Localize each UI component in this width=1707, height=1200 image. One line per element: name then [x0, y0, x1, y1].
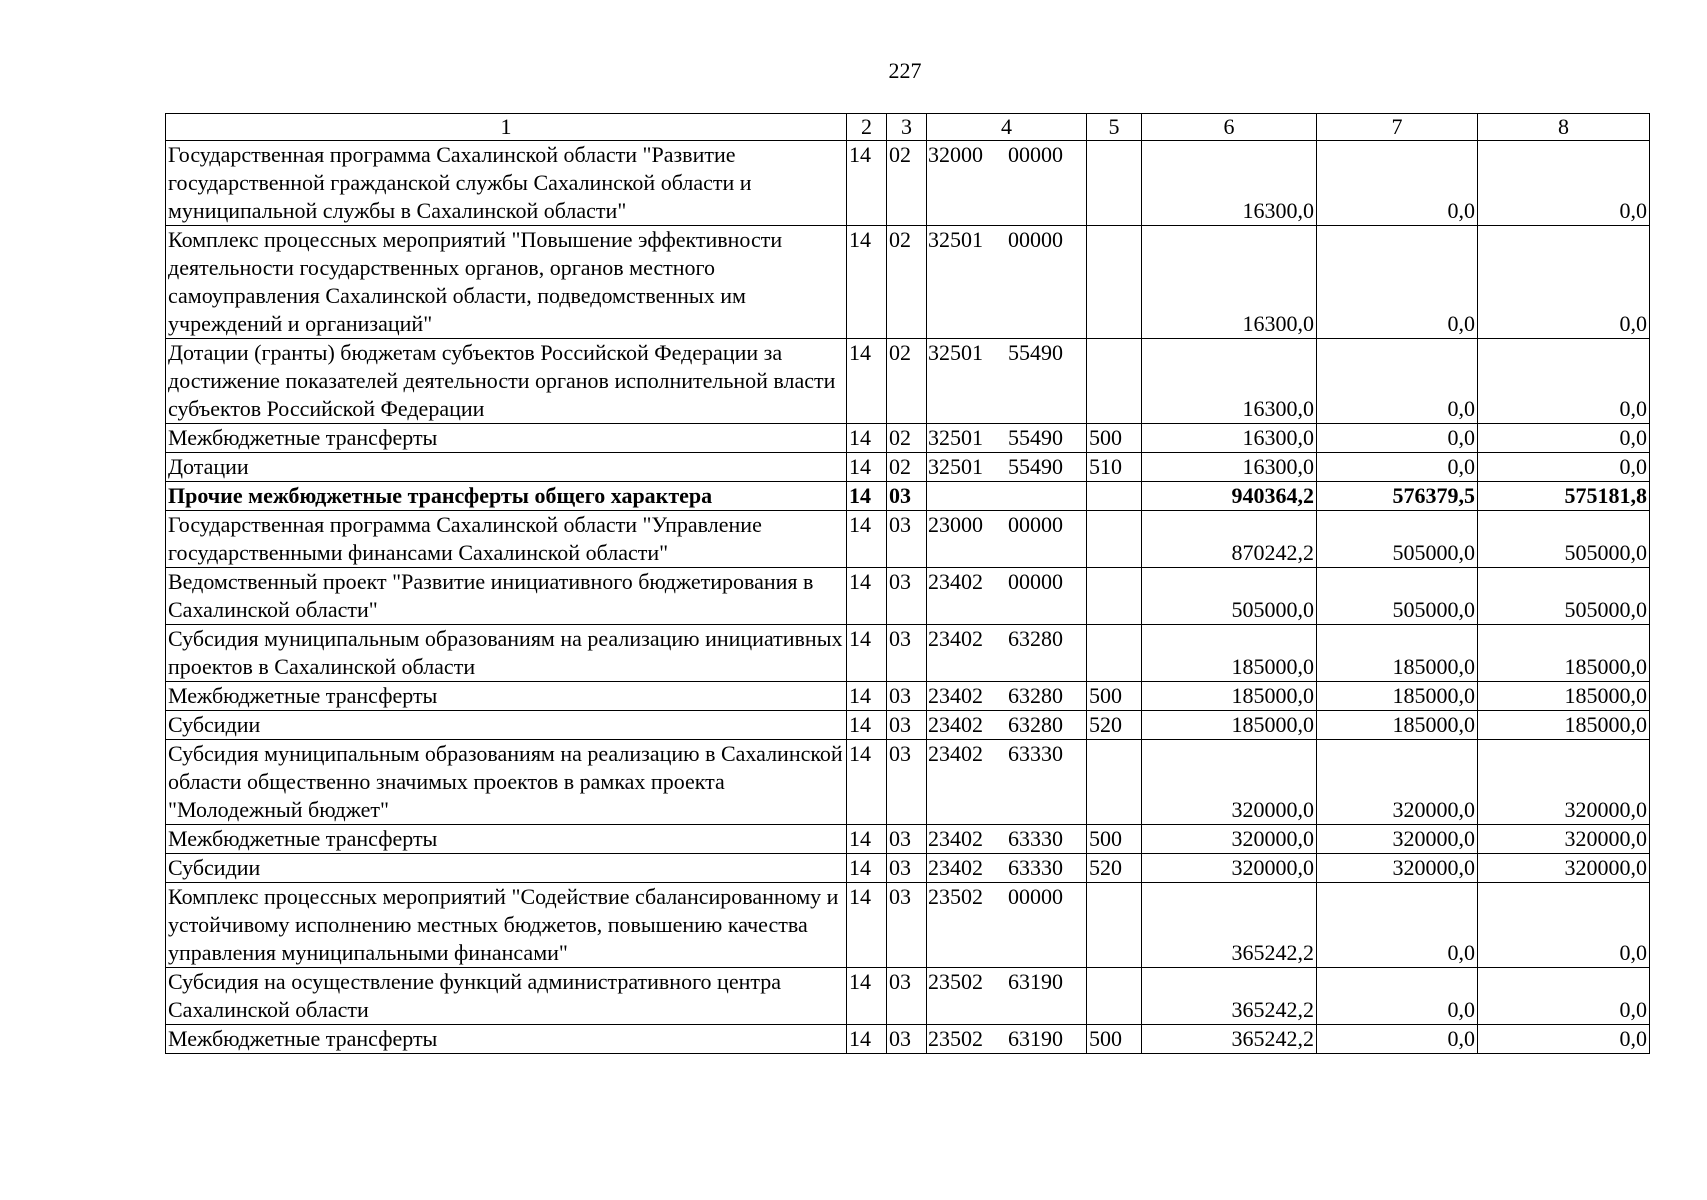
item-name-cell: Субсидии	[166, 711, 847, 740]
expense-type-cell	[1087, 968, 1142, 1025]
amount-year2-cell: 0,0	[1317, 424, 1478, 453]
target-article-direction: 63330	[1008, 826, 1063, 851]
target-article-cell	[927, 968, 1087, 1025]
code-subsection-cell: 03	[887, 511, 927, 568]
expense-type-cell	[1087, 740, 1142, 825]
code-subsection-cell: 03	[887, 568, 927, 625]
table-row	[166, 339, 1650, 424]
item-name-cell: Субсидия муниципальным образованиям на реализацию в Сахалинской области общественно значимых проектов в рамках проекта "Молодежный бюджет"	[166, 740, 847, 825]
amount-year3-cell: 0,0	[1478, 141, 1650, 226]
amount-year1-cell: 185000,0	[1142, 682, 1317, 711]
amount-year1-cell: 185000,0	[1142, 711, 1317, 740]
amount-year1-cell: 365242,2	[1142, 1025, 1317, 1054]
table-row	[166, 1025, 1650, 1054]
code-section-cell: 14	[847, 854, 887, 883]
code-section-cell: 14	[847, 511, 887, 568]
code-subsection-cell: 03	[887, 825, 927, 854]
code-section-cell: 14	[847, 141, 887, 226]
target-article-cell	[927, 453, 1087, 482]
expense-type-cell	[1087, 511, 1142, 568]
amount-year3-cell: 185000,0	[1478, 711, 1650, 740]
amount-year3-cell: 320000,0	[1478, 740, 1650, 825]
amount-year1-cell: 940364,2	[1142, 482, 1317, 511]
target-article-cell	[927, 424, 1087, 453]
expense-type-cell	[1087, 226, 1142, 339]
amount-year1-cell: 16300,0	[1142, 339, 1317, 424]
amount-year3-cell: 575181,8	[1478, 482, 1650, 511]
code-subsection-cell: 02	[887, 226, 927, 339]
header-cell-1: 1	[166, 114, 847, 141]
item-name-cell: Дотации (гранты) бюджетам субъектов Российской Федерации за достижение показателей деятельности органов исполнительной власти субъектов Российской Федерации	[166, 339, 847, 424]
expense-type-cell	[1087, 141, 1142, 226]
code-section-cell: 14	[847, 883, 887, 968]
table-row	[166, 625, 1650, 682]
target-article-program: 23402	[928, 569, 983, 594]
amount-year2-cell: 320000,0	[1317, 854, 1478, 883]
amount-year2-cell: 0,0	[1317, 226, 1478, 339]
target-article-program: 32501	[928, 340, 983, 365]
amount-year1-cell: 320000,0	[1142, 854, 1317, 883]
code-section-cell: 14	[847, 825, 887, 854]
item-name-cell: Государственная программа Сахалинской области "Развитие государственной гражданской службы Сахалинской области и муниципальной службы в Сахалинской области"	[166, 141, 847, 226]
table-row	[166, 682, 1650, 711]
item-name-cell: Субсидия на осуществление функций административного центра Сахалинской области	[166, 968, 847, 1025]
item-name-cell: Межбюджетные трансферты	[166, 424, 847, 453]
target-article-cell	[927, 740, 1087, 825]
code-subsection-cell: 02	[887, 141, 927, 226]
amount-year2-cell: 320000,0	[1317, 740, 1478, 825]
target-article-direction: 63330	[1008, 741, 1063, 766]
amount-year1-cell: 16300,0	[1142, 226, 1317, 339]
amount-year2-cell: 505000,0	[1317, 568, 1478, 625]
amount-year3-cell: 0,0	[1478, 424, 1650, 453]
item-name-cell: Государственная программа Сахалинской области "Управление государственными финансами Сахалинской области"	[166, 511, 847, 568]
target-article-program: 23402	[928, 683, 983, 708]
target-article-cell	[927, 711, 1087, 740]
table-row	[166, 226, 1650, 339]
target-article-cell	[927, 682, 1087, 711]
item-name-cell: Комплекс процессных мероприятий "Повышение эффективности деятельности государственных органов, органов местного самоуправления Сахалинской области, подведомственных им учреждений и организаций"	[166, 226, 847, 339]
code-section-cell: 14	[847, 740, 887, 825]
item-name-cell: Межбюджетные трансферты	[166, 825, 847, 854]
code-subsection-cell: 02	[887, 453, 927, 482]
expense-type-cell	[1087, 482, 1142, 511]
table-header-row	[166, 114, 1650, 141]
target-article-cell	[927, 568, 1087, 625]
page-number: 227	[888, 58, 922, 83]
target-article-direction: 00000	[1008, 142, 1063, 167]
target-article-program: 23402	[928, 626, 983, 651]
target-article-program: 23502	[928, 1026, 983, 1051]
amount-year1-cell: 16300,0	[1142, 141, 1317, 226]
amount-year3-cell: 505000,0	[1478, 568, 1650, 625]
amount-year1-cell: 16300,0	[1142, 453, 1317, 482]
amount-year3-cell: 185000,0	[1478, 625, 1650, 682]
code-section-cell: 14	[847, 568, 887, 625]
code-subsection-cell: 03	[887, 883, 927, 968]
code-section-cell: 14	[847, 482, 887, 511]
code-section-cell: 14	[847, 424, 887, 453]
target-article-program: 23502	[928, 884, 983, 909]
code-section-cell: 14	[847, 625, 887, 682]
amount-year2-cell: 0,0	[1317, 141, 1478, 226]
amount-year3-cell: 0,0	[1478, 226, 1650, 339]
expense-type-cell	[1087, 625, 1142, 682]
target-article-cell	[927, 1025, 1087, 1054]
code-subsection-cell: 02	[887, 339, 927, 424]
expense-type-cell: 500	[1087, 1025, 1142, 1054]
amount-year3-cell: 185000,0	[1478, 682, 1650, 711]
amount-year2-cell: 320000,0	[1317, 825, 1478, 854]
target-article-cell	[927, 226, 1087, 339]
target-article-direction: 63280	[1008, 626, 1063, 651]
amount-year1-cell: 870242,2	[1142, 511, 1317, 568]
item-name-cell: Комплекс процессных мероприятий "Содействие сбалансированному и устойчивому исполнению местных бюджетов, повышению качества управления муниципальными финансами"	[166, 883, 847, 968]
expense-type-cell	[1087, 339, 1142, 424]
table-body	[166, 114, 1650, 1054]
code-section-cell: 14	[847, 968, 887, 1025]
amount-year3-cell: 0,0	[1478, 968, 1650, 1025]
code-subsection-cell: 02	[887, 424, 927, 453]
target-article-direction: 63190	[1008, 969, 1063, 994]
amount-year3-cell: 320000,0	[1478, 825, 1650, 854]
code-subsection-cell: 03	[887, 711, 927, 740]
item-name-cell: Субсидия муниципальным образованиям на реализацию инициативных проектов в Сахалинской области	[166, 625, 847, 682]
target-article-cell	[927, 883, 1087, 968]
amount-year2-cell: 0,0	[1317, 1025, 1478, 1054]
expense-type-cell: 510	[1087, 453, 1142, 482]
code-subsection-cell: 03	[887, 854, 927, 883]
code-subsection-cell: 03	[887, 482, 927, 511]
amount-year1-cell: 185000,0	[1142, 625, 1317, 682]
amount-year2-cell: 185000,0	[1317, 711, 1478, 740]
amount-year1-cell: 365242,2	[1142, 883, 1317, 968]
amount-year1-cell: 505000,0	[1142, 568, 1317, 625]
expense-type-cell: 500	[1087, 825, 1142, 854]
target-article-program: 23402	[928, 741, 983, 766]
target-article-program: 23502	[928, 969, 983, 994]
target-article-program: 32501	[928, 227, 983, 252]
item-name-cell: Межбюджетные трансферты	[166, 1025, 847, 1054]
amount-year3-cell: 320000,0	[1478, 854, 1650, 883]
amount-year2-cell: 0,0	[1317, 453, 1478, 482]
target-article-direction: 63280	[1008, 712, 1063, 737]
target-article-direction: 00000	[1008, 512, 1063, 537]
amount-year3-cell: 0,0	[1478, 883, 1650, 968]
target-article-cell	[927, 339, 1087, 424]
code-section-cell: 14	[847, 226, 887, 339]
target-article-cell	[927, 825, 1087, 854]
item-name-cell: Межбюджетные трансферты	[166, 682, 847, 711]
target-article-direction: 55490	[1008, 425, 1063, 450]
target-article-program: 23000	[928, 512, 983, 537]
expense-type-cell	[1087, 883, 1142, 968]
table-row	[166, 568, 1650, 625]
expense-type-cell	[1087, 568, 1142, 625]
target-article-direction: 63280	[1008, 683, 1063, 708]
header-cell-3: 3	[887, 114, 927, 141]
header-cell-8: 8	[1478, 114, 1650, 141]
header-cell-6: 6	[1142, 114, 1317, 141]
table-row	[166, 968, 1650, 1025]
amount-year2-cell: 185000,0	[1317, 682, 1478, 711]
target-article-program: 32501	[928, 425, 983, 450]
code-subsection-cell: 03	[887, 740, 927, 825]
target-article-direction: 63190	[1008, 1026, 1063, 1051]
item-name-cell: Ведомственный проект "Развитие инициативного бюджетирования в Сахалинской области"	[166, 568, 847, 625]
target-article-direction: 00000	[1008, 227, 1063, 252]
code-section-cell: 14	[847, 711, 887, 740]
header-cell-5: 5	[1087, 114, 1142, 141]
target-article-program: 32000	[928, 142, 983, 167]
amount-year3-cell: 0,0	[1478, 453, 1650, 482]
target-article-program: 23402	[928, 855, 983, 880]
target-article-cell	[927, 482, 1087, 511]
target-article-program: 32501	[928, 454, 983, 479]
amount-year2-cell: 185000,0	[1317, 625, 1478, 682]
code-section-cell: 14	[847, 1025, 887, 1054]
target-article-direction: 63330	[1008, 855, 1063, 880]
amount-year2-cell: 0,0	[1317, 883, 1478, 968]
code-subsection-cell: 03	[887, 625, 927, 682]
header-cell-4: 4	[927, 114, 1087, 141]
item-name-cell: Дотации	[166, 453, 847, 482]
expense-type-cell: 520	[1087, 711, 1142, 740]
target-article-direction: 55490	[1008, 340, 1063, 365]
table-row	[166, 453, 1650, 482]
header-cell-7: 7	[1317, 114, 1478, 141]
table-row	[166, 141, 1650, 226]
target-article-cell	[927, 511, 1087, 568]
table-row	[166, 883, 1650, 968]
table-row	[166, 511, 1650, 568]
amount-year1-cell: 320000,0	[1142, 825, 1317, 854]
expense-type-cell: 500	[1087, 424, 1142, 453]
target-article-direction: 00000	[1008, 884, 1063, 909]
table-row	[166, 740, 1650, 825]
amount-year2-cell: 576379,5	[1317, 482, 1478, 511]
table-row	[166, 825, 1650, 854]
code-section-cell: 14	[847, 682, 887, 711]
code-section-cell: 14	[847, 339, 887, 424]
item-name-cell: Прочие межбюджетные трансферты общего характера	[166, 482, 847, 511]
target-article-direction: 00000	[1008, 569, 1063, 594]
header-cell-2: 2	[847, 114, 887, 141]
target-article-direction: 55490	[1008, 454, 1063, 479]
budget-table	[165, 113, 1650, 1054]
item-name-cell: Субсидии	[166, 854, 847, 883]
target-article-cell	[927, 141, 1087, 226]
code-section-cell: 14	[847, 453, 887, 482]
code-subsection-cell: 03	[887, 1025, 927, 1054]
target-article-program: 23402	[928, 712, 983, 737]
amount-year2-cell: 0,0	[1317, 339, 1478, 424]
target-article-cell	[927, 625, 1087, 682]
amount-year2-cell: 505000,0	[1317, 511, 1478, 568]
table-row	[166, 854, 1650, 883]
amount-year3-cell: 505000,0	[1478, 511, 1650, 568]
amount-year3-cell: 0,0	[1478, 339, 1650, 424]
target-article-program: 23402	[928, 826, 983, 851]
amount-year1-cell: 16300,0	[1142, 424, 1317, 453]
code-subsection-cell: 03	[887, 682, 927, 711]
amount-year3-cell: 0,0	[1478, 1025, 1650, 1054]
amount-year1-cell: 365242,2	[1142, 968, 1317, 1025]
expense-type-cell: 500	[1087, 682, 1142, 711]
expense-type-cell: 520	[1087, 854, 1142, 883]
table-row	[166, 711, 1650, 740]
target-article-cell	[927, 854, 1087, 883]
code-subsection-cell: 03	[887, 968, 927, 1025]
amount-year2-cell: 0,0	[1317, 968, 1478, 1025]
amount-year1-cell: 320000,0	[1142, 740, 1317, 825]
table-row	[166, 482, 1650, 511]
table-row	[166, 424, 1650, 453]
